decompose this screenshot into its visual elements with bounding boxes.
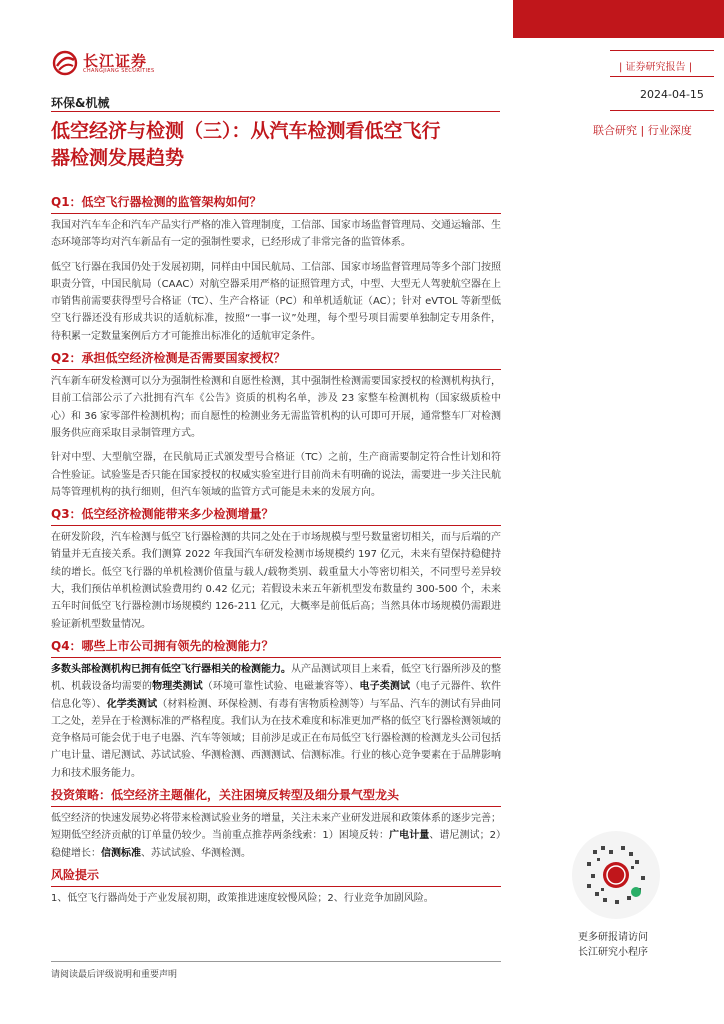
footer-disclaimer[interactable]: 请阅读最后评级说明和重要声明	[51, 970, 178, 980]
brand-name: 长江证券	[83, 52, 148, 70]
report-title-line-1: 低空经济与检测（三）：从汽车检测看低空飞行	[51, 120, 441, 142]
divider	[51, 111, 500, 112]
report-tag: | 证券研究报告 |	[619, 62, 693, 73]
section-rule	[51, 525, 501, 526]
q2-heading: Q2：承担低空经济检测是否需要国家授权？	[51, 351, 286, 366]
risk-paragraph: 1、低空飞行器尚处于产业发展初期，政策推进速度较慢风险；2、行业竞争加剧风险。	[51, 892, 434, 904]
brand-subtitle: CHANGJIANG SECURITIES	[83, 68, 155, 74]
strategy-heading: 投资策略：低空经济主题催化，关注困境反转型及细分景气型龙头	[51, 788, 400, 803]
section-rule	[51, 213, 501, 214]
q3-paragraph-1: 在研发阶段，汽车检测与低空飞行器检测的共同之处在于市场规模与型号数量密切相关，而与后端的产销量并无直接关系。我们测算 2022 年我国汽车研发检测市场规模约 197 亿元，未来有望保持稳健持续的增长。低空飞行器的单机检测价值量与载人/载物类别、载重量大小等密切相关，不同型号差异较大，我们预估单机检测试验费用约 0.42 亿元；若假设未来五年新机型发布数量约 300-500 个，未来五年时间低空飞行器检测市场规模约 126-211 亿元，大概率是前低后高；当然具体市场规模仍需跟进验证新机型数量情况。	[51, 532, 501, 630]
sidebar-divider	[610, 110, 714, 111]
sidebar-divider	[610, 76, 714, 77]
section-rule	[51, 806, 501, 807]
section-rule	[51, 657, 501, 658]
q1-paragraph-2: 低空飞行器在我国仍处于发展初期，同样由中国民航局、工信部、国家市场监督管理局等多个部门按照职责分管，中国民航局（CAAC）对航空器采用严格的证照管理方式，中型、大型无人驾驶航空器在上市销售前需要获得型号合格证（TC）、生产合格证（PC）和单机适航证（AC）；针对 eVTOL 等新型低空飞行器还没有形成共识的适航标准，按照“一事一议”处理，每个型号项目需要单独制定专用条件，待积累一定数量案例后方才可能推出标准化的适航审定条件。	[51, 261, 501, 342]
section-rule	[51, 369, 501, 370]
footer-divider	[51, 961, 501, 962]
report-type: 联合研究 | 行业深度	[593, 124, 692, 137]
q3-heading: Q3：低空经济检测能带来多少检测增量？	[51, 507, 274, 522]
sidebar-divider	[610, 50, 714, 51]
report-title	[51, 118, 511, 172]
qr-caption-2: 长江研究小程序	[578, 947, 648, 958]
q2-paragraph-2: 针对中型、大型航空器，在民航局正式颁发型号合格证（TC）之前，生产商需要制定符合性计划和符合性验证。试验鉴是否只能在国家授权的权威实验室进行目前尚未有明确的说法，需要进一步关注民航局等管理机构的执行细则，但汽车领域的监管方式可能是未来的发展方向。	[51, 452, 501, 498]
q1-heading: Q1：低空飞行器检测的监管架构如何？	[51, 195, 262, 209]
risk-heading: 风险提示	[51, 867, 100, 882]
report-title-line-2: 器检测发展趋势	[51, 147, 185, 169]
sector-label: 环保&机械	[51, 96, 110, 110]
q4-heading: Q4：哪些上市公司拥有领先的检测能力？	[51, 638, 274, 653]
mini-program-qr-icon[interactable]	[571, 830, 661, 920]
q2-paragraph-1: 汽车新车研发检测可以分为强制性检测和自愿性检测，其中强制性检测需要国家授权的检测机构执行，目前工信部公示了六批拥有汽车《公告》资质的机构名单，涉及 23 家整车检测机构（国家级质检中心）和 36 家零部件检测机构；而自愿性的检测业务无需监管机构的认可即可开展，通常整车厂对检测服务供应商采取目录制管理方式。	[51, 376, 501, 439]
qr-caption-1: 更多研报请访问	[578, 932, 648, 943]
section-rule	[51, 886, 501, 887]
header-red-bar	[513, 0, 724, 38]
q4-paragraph-1: 多数头部检测机构已拥有低空飞行器相关的检测能力。从产品测试项目上来看，低空飞行器所涉及的整机、机载设备均需要的物理类测试（环境可靠性试验、电磁兼容等）、电子类测试（电子元器件、软件信息化等）、化学类测试（材料检测、环保检测、有毒有害物质检测等）与军品、汽车的测试有异曲同工之处，差异在于检测标准的严格程度。我们认为在技术难度和标准更加严格的低空飞行器检测领域的竞争格局可能会优于电子电器、汽车等领域；目前涉足或正在布局低空飞行器检测的检测龙头公司包括广电计量、谱尼测试、苏试试验、华测检测、西测测试、信测标准。行业的核心竞争要素在于品牌影响力和技术服务能力。	[51, 663, 502, 779]
q1-paragraph-1: 我国对汽车车企和汽车产品实行严格的准入管理制度，工信部、国家市场监督管理局、交通运输部、生态环境部等均对汽车新品有一定的强制性要求，已经形成了非常完备的监管体系。	[51, 220, 501, 249]
report-date: 2024-04-15	[640, 88, 704, 101]
report-body	[51, 193, 501, 907]
strategy-paragraph: 低空经济的快速发展势必将带来检测试验业务的增量，关注未来产业研发进展和政策体系的逐步完善；短期低空经济贡献的订单量仍较少。当前重点推荐两条线索：1）困境反转：广电计量、谱尼测试；2）稳健增长：信测标准、苏试试验、华测检测。	[51, 813, 501, 859]
